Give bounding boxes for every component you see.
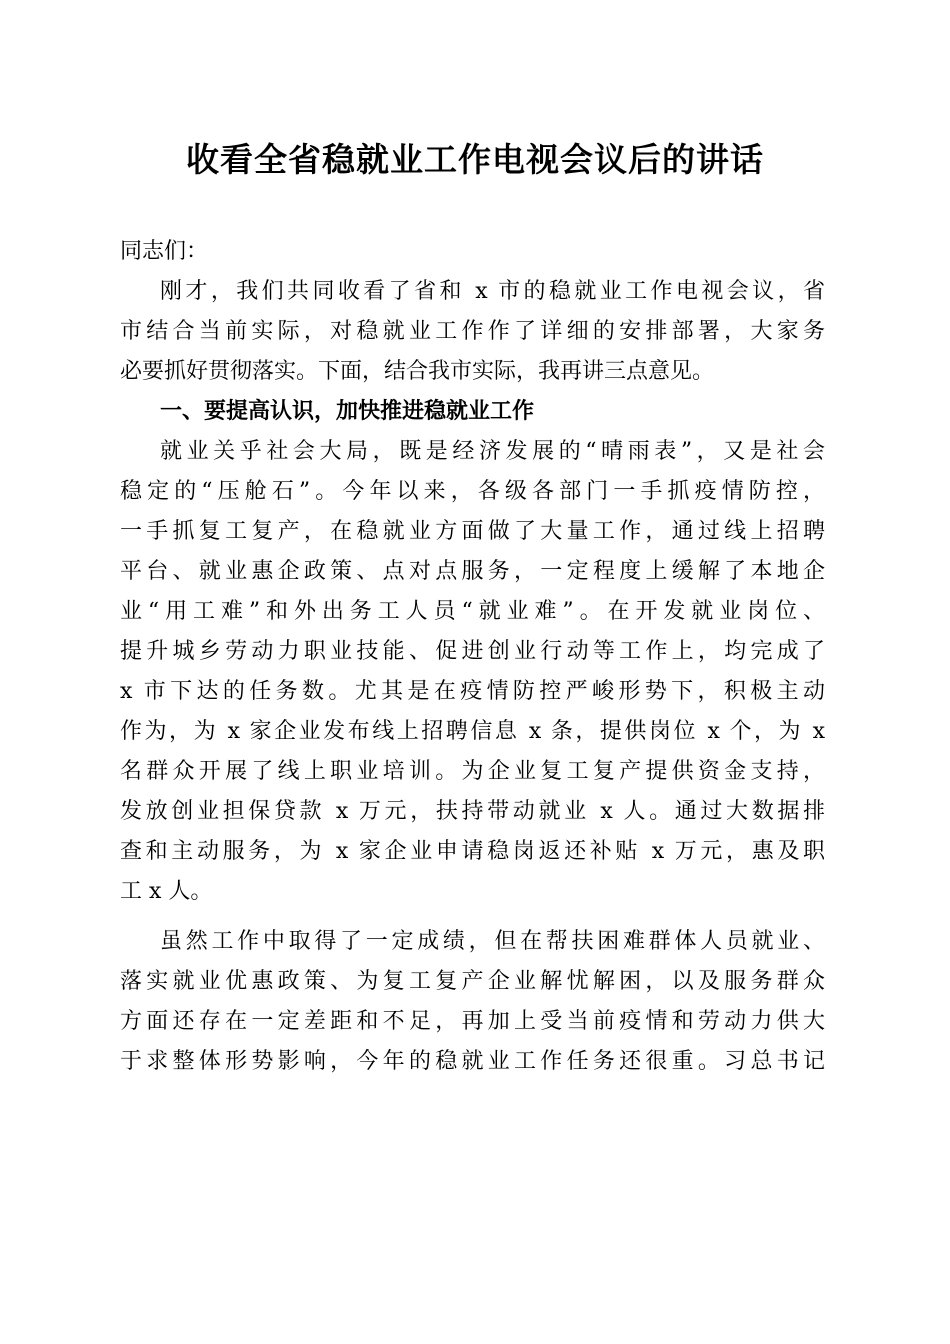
paragraph-line: 名群众开展了线上职业培训。为企业复工复产提供资金支持， xyxy=(120,759,825,784)
paragraph-gap xyxy=(120,912,825,922)
paragraph-3 xyxy=(120,922,825,1082)
paragraph-line: 刚才，我们共同收看了省和 x 市的稳就业工作电视会议，省 xyxy=(160,279,825,304)
paragraph-line: 查和主动服务，为 x 家企业申请稳岗返还补贴 x 万元，惠及职 xyxy=(120,839,825,864)
document-body xyxy=(120,232,825,1082)
paragraph-line: 工 x 人。 xyxy=(120,879,213,904)
paragraph-1 xyxy=(120,272,825,392)
paragraph-line: x 市下达的任务数。尤其是在疫情防控严峻形势下，积极主动 xyxy=(120,679,825,704)
paragraph-line: 虽然工作中取得了一定成绩，但在帮扶困难群体人员就业、 xyxy=(160,929,825,954)
paragraph-line: 一手抓复工复产，在稳就业方面做了大量工作，通过线上招聘 xyxy=(120,519,825,544)
paragraph-line: 市结合当前实际，对稳就业工作作了详细的安排部署，大家务 xyxy=(120,319,825,344)
paragraph-line: 提升城乡劳动力职业技能、促进创业行动等工作上，均完成了 xyxy=(120,639,825,664)
paragraph-line: 就业关乎社会大局，既是经济发展的“晴雨表”，又是社会 xyxy=(160,439,825,464)
paragraph-line: 于求整体形势影响，今年的稳就业工作任务还很重。习总书记 xyxy=(120,1049,825,1074)
paragraph-line: 稳定的“压舱石”。今年以来，各级各部门一手抓疫情防控， xyxy=(120,479,825,504)
document-title: 收看全省稳就业工作电视会议后的讲话 xyxy=(186,140,764,179)
paragraph-line: 必要抓好贯彻落实。下面，结合我市实际，我再讲三点意见。 xyxy=(120,359,715,384)
paragraph-line: 落实就业优惠政策、为复工复产企业解忧解困，以及服务群众 xyxy=(120,969,825,994)
paragraph-line: 方面还存在一定差距和不足，再加上受当前疫情和劳动力供大 xyxy=(120,1009,825,1034)
paragraph-line: 作为，为 x 家企业发布线上招聘信息 x 条，提供岗位 x 个，为 x xyxy=(120,719,825,744)
paragraph-line: 业“用工难”和外出务工人员“就业难”。在开发就业岗位、 xyxy=(120,599,825,624)
salutation: 同志们： xyxy=(120,239,209,264)
paragraph-line: 发放创业担保贷款 x 万元，扶持带动就业 x 人。通过大数据排 xyxy=(120,799,825,824)
section-heading-1: 一、要提高认识，加快推进稳就业工作 xyxy=(160,399,535,424)
paragraph-2 xyxy=(120,432,825,912)
paragraph-line: 平台、就业惠企政策、点对点服务，一定程度上缓解了本地企 xyxy=(120,559,825,584)
